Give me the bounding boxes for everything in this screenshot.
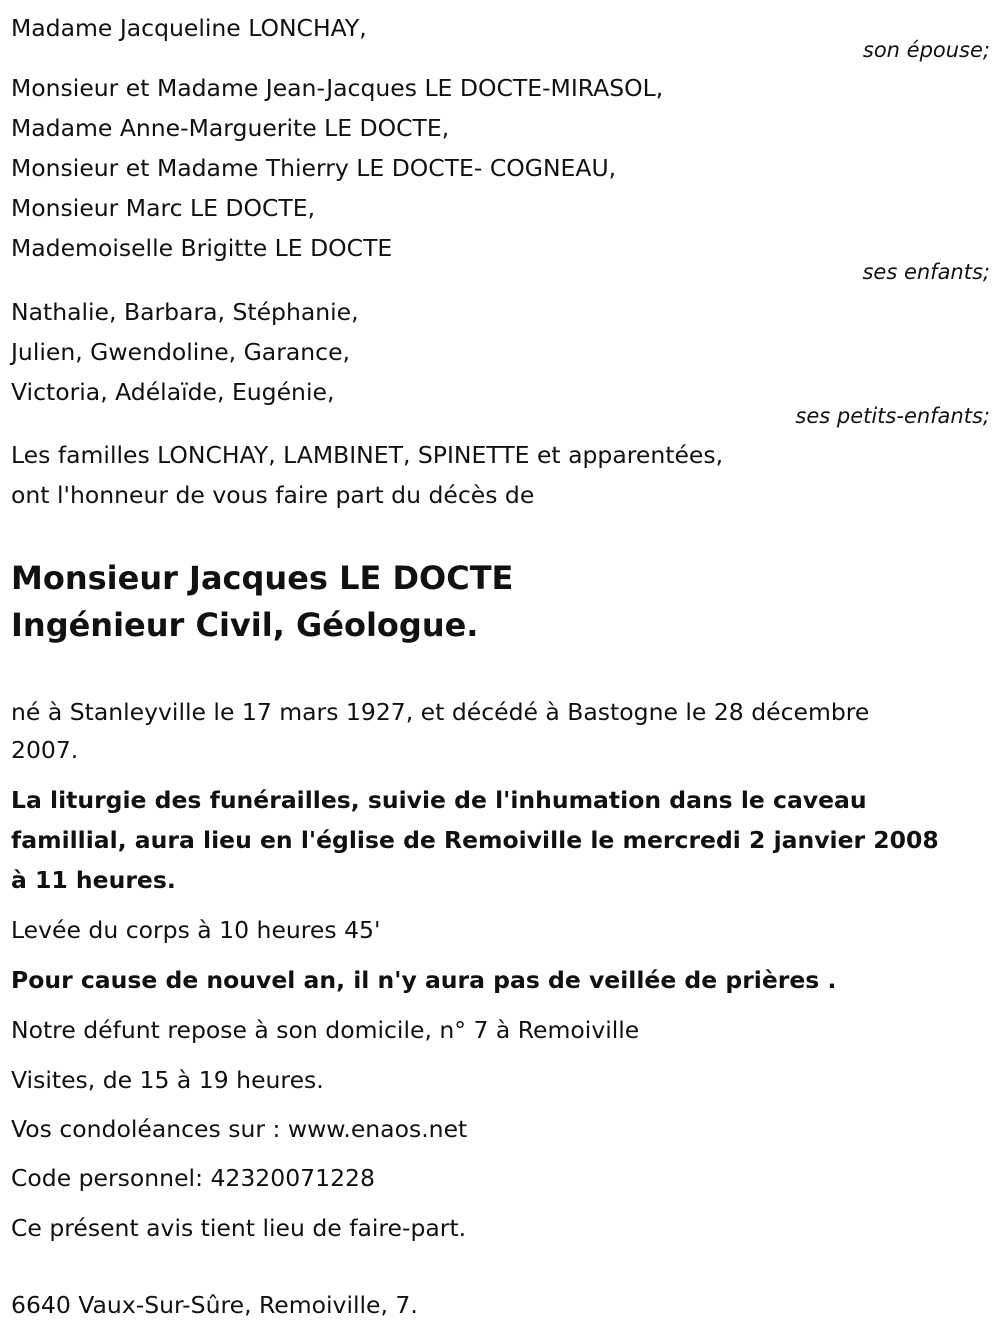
announcement-line: ont l'honneur de vous faire part du décès de — [11, 481, 535, 509]
child-name: Mademoiselle Brigitte LE DOCTE — [11, 234, 393, 262]
personal-code: Code personnel: 42320071228 — [11, 1164, 375, 1192]
families-line: Les familles LONCHAY, LAMBINET, SPINETTE et apparentées, — [11, 441, 724, 469]
child-name: Monsieur et Madame Thierry LE DOCTE- COGNEAU, — [11, 154, 617, 182]
grandchildren-role: ses petits-enfants; — [795, 404, 990, 428]
condolences-label: Vos condoléances sur : — [11, 1115, 288, 1143]
funeral-line: La liturgie des funérailles, suivie de l'inhumation dans le caveau — [11, 786, 867, 814]
funeral-line: à 11 heures. — [11, 866, 176, 894]
child-name: Monsieur et Madame Jean-Jacques LE DOCTE-MIRASOL, — [11, 74, 664, 102]
grandchildren-line: Nathalie, Barbara, Stéphanie, — [11, 298, 359, 326]
levee-info: Levée du corps à 10 heures 45' — [11, 916, 381, 944]
notice-info: Ce présent avis tient lieu de faire-part. — [11, 1214, 467, 1242]
deceased-name: Monsieur Jacques LE DOCTE — [11, 559, 514, 597]
no-vigil-info: Pour cause de nouvel an, il n'y aura pas de veillée de prières . — [11, 966, 837, 994]
condolences-info — [11, 1113, 467, 1145]
birth-death-line: né à Stanleyville le 17 mars 1927, et décédé à Bastogne le 28 décembre — [11, 698, 870, 726]
visits-info: Visites, de 15 à 19 heures. — [11, 1066, 324, 1094]
birth-death-line: 2007. — [11, 736, 79, 764]
spouse-role: son épouse; — [862, 38, 990, 62]
children-role: ses enfants; — [862, 260, 990, 284]
child-name: Monsieur Marc LE DOCTE, — [11, 194, 316, 222]
child-name: Madame Anne-Marguerite LE DOCTE, — [11, 114, 450, 142]
deceased-title: Ingénieur Civil, Géologue. — [11, 606, 479, 644]
grandchildren-line: Julien, Gwendoline, Garance, — [11, 338, 351, 366]
address: 6640 Vaux-Sur-Sûre, Remoiville, 7. — [11, 1291, 418, 1319]
grandchildren-line: Victoria, Adélaïde, Eugénie, — [11, 378, 335, 406]
condolences-link[interactable]: www.enaos.net — [287, 1115, 468, 1143]
spouse-name: Madame Jacqueline LONCHAY, — [11, 14, 367, 42]
repose-info: Notre défunt repose à son domicile, n° 7 à Remoiville — [11, 1016, 640, 1044]
funeral-line: famillial, aura lieu en l'église de Remoiville le mercredi 2 janvier 2008 — [11, 826, 939, 854]
